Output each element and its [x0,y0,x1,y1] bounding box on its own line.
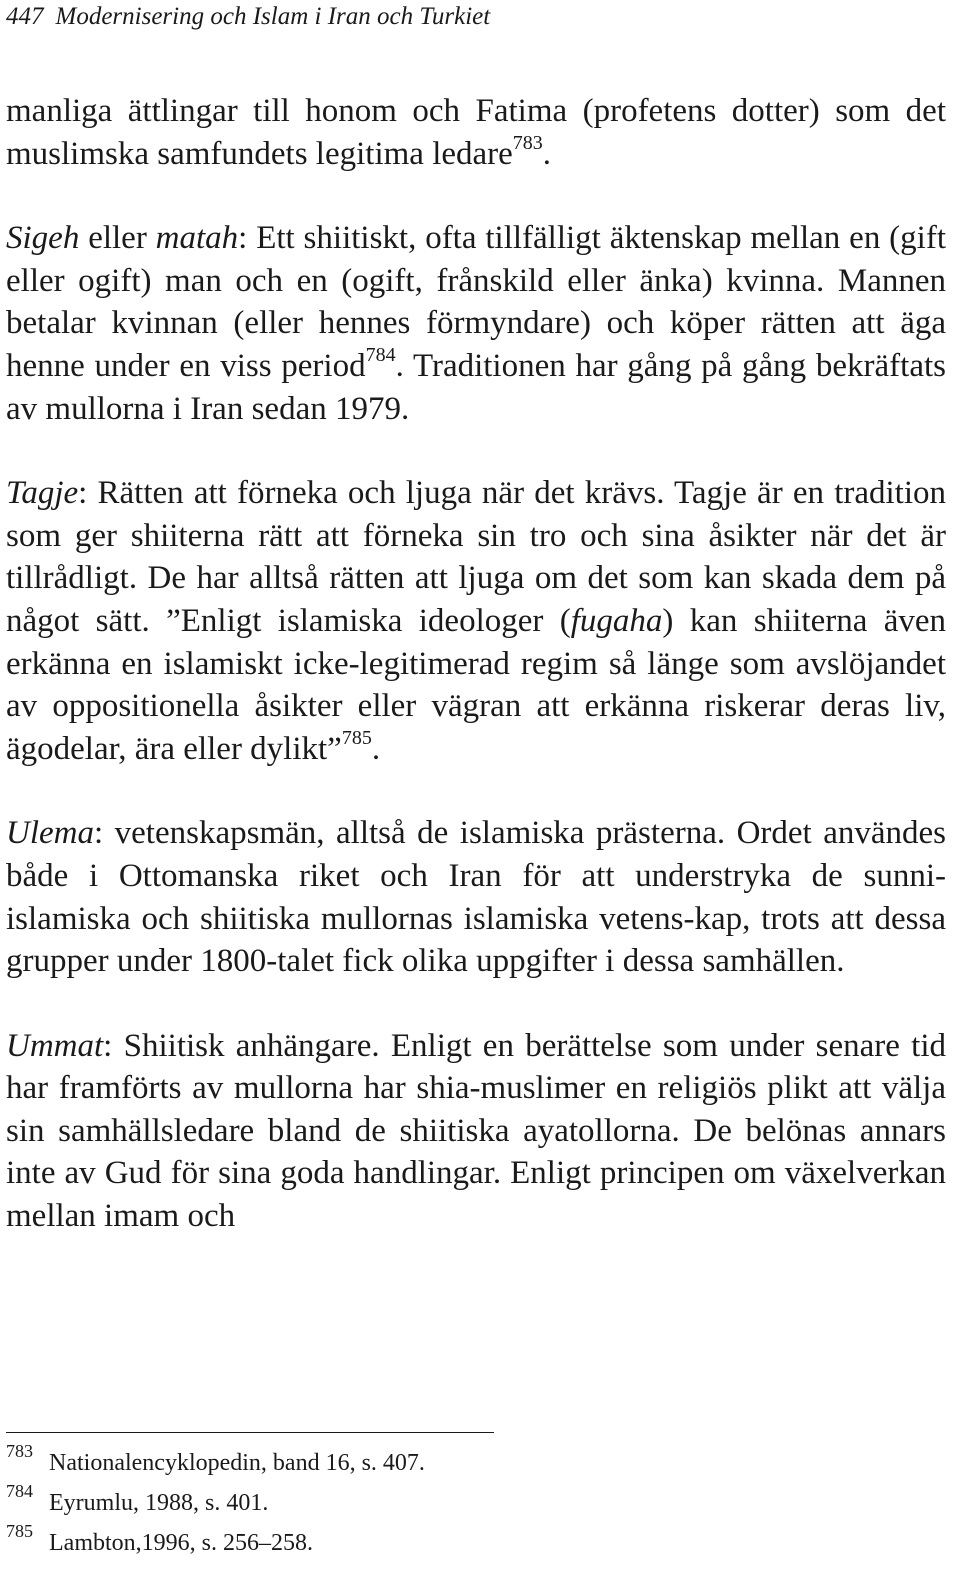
footnote-784 [6,1481,269,1519]
inline-term: fugaha [570,602,663,639]
footnote-783 [6,1441,425,1479]
glossary-term: Ummat [6,1027,104,1064]
term-separator: : [93,815,115,852]
glossary-definition: Shiitisk anhängare. Enligt en berättelse som under senare tid har framförts av mullorna har shia-muslimer en religiös plikt att välja sin samhällsledare bland de shiitiska ayatollorna. De belönas annars inte av Gud för sina goda handlingar. Enligt principen om växelverkan mellan imam och [6,1027,947,1235]
glossary-term: Ulema [6,815,94,852]
footnote-text: Nationalencyklopedin, band 16, s. 407. [49,1450,425,1476]
glossary-entry-tagje [6,472,946,770]
glossary-definition: Ett shiitiskt, ofta tillfälligt äktenskap mellan en (gift eller ogift) man och en (ogift, frånskild eller änka) kvinna. Mannen betalar kvinnan (eller hennes förmyndare) och köper rätten att äga henne under en viss period [6,220,946,384]
term-separator: eller [79,220,156,257]
glossary-term-alt: matah [155,220,239,257]
glossary-definition-tail: . Traditionen har gång på gång bekräftats av mullorna i Iran sedan 1979. [6,347,946,427]
footnote-text: Eyrumlu, 1988, s. 401. [49,1490,269,1516]
running-header [6,0,490,34]
footnote-number: 785 [6,1521,33,1541]
page-body [6,90,946,1238]
footnote-number: 784 [6,1481,33,1501]
glossary-definition: Rätten att förneka och ljuga när det krävs. Tagje är en tradition som ger shiiterna rätt att förneka sin tro och sina åsikter när det är tillrådligt. De har alltså rätten att ljuga om det som kan skada dem på något sätt. ”Enligt islamiska ideologer ( [6,475,946,639]
paragraph-text: manliga ättlingar till honom och Fatima (profetens dotter) som det muslimska samfundets legitima ledare [6,93,946,172]
running-title: Modernisering och Islam i Iran och Turkiet [55,3,491,30]
footnote-separator [6,1432,494,1433]
footnote-ref-783[interactable]: 783 [512,131,543,154]
term-separator: : [78,475,98,512]
footnote-785 [6,1521,313,1559]
glossary-definition-tail: . [371,730,381,767]
footnote-ref-785[interactable]: 785 [341,726,372,749]
footnote-number: 783 [6,1441,33,1461]
page-number: 447 [6,3,44,30]
glossary-entry-sigeh [6,217,946,430]
paragraph-continuation [6,90,946,175]
glossary-definition: vetenskapsmän, alltså de islamiska prästerna. Ordet användes både i Ottomanska riket och Iran för att understryka de sunni-islamiska och shiitiska mullornas islamiska vetens-kap, trots att dessa grupper under 1800-talet fick olika uppgifter i dessa samhällen. [6,815,947,980]
glossary-entry-ummat [6,1025,946,1238]
glossary-definition-cont: ) kan shiiterna även erkänna en islamiskt icke-legitimerad regim så länge som avslöjandet av oppositionella åsikter eller vägran att erkänna riskerar deras liv, ägodelar, ära eller dylikt” [6,602,947,767]
glossary-entry-ulema [6,812,946,982]
glossary-term: Sigeh [6,220,80,257]
term-separator: : [238,220,257,257]
glossary-term: Tagje [6,475,79,512]
paragraph-tail: . [542,135,552,172]
footnote-ref-784[interactable]: 784 [365,343,396,366]
footnote-text: Lambton,1996, s. 256–258. [49,1530,313,1556]
term-separator: : [103,1027,124,1064]
